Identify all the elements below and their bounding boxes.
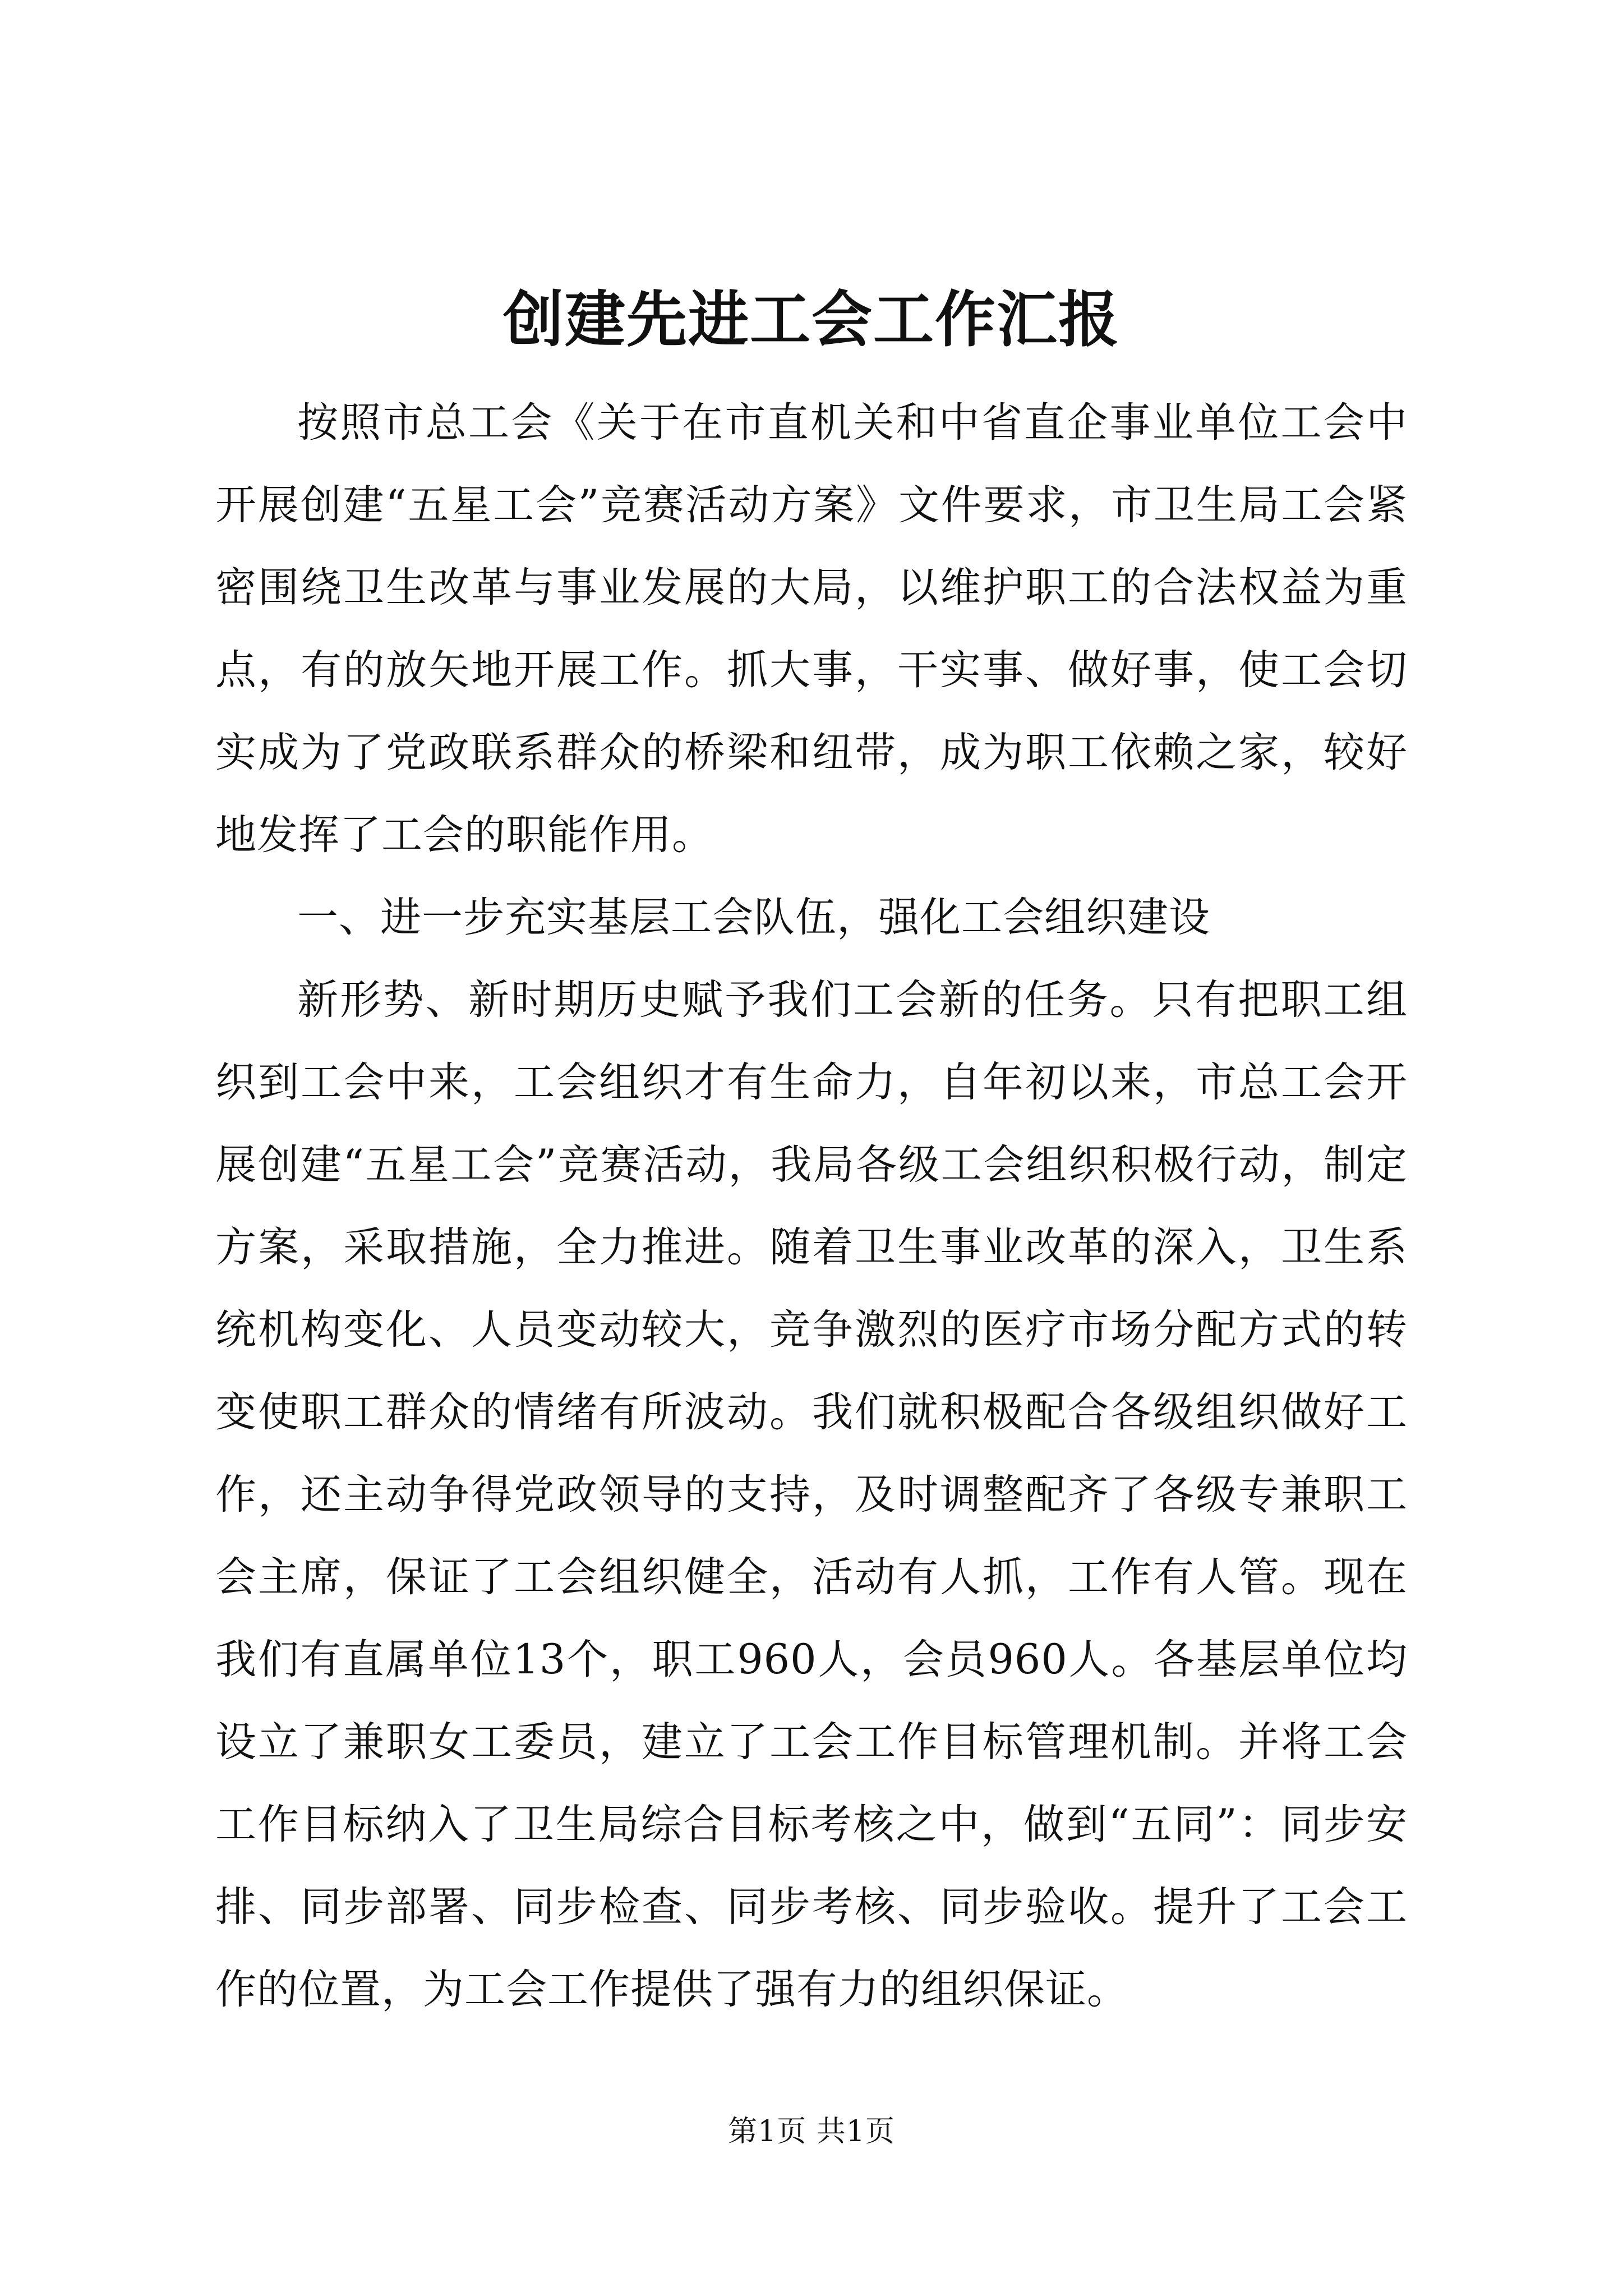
document-title: 创建先进工会工作汇报 <box>502 284 1120 355</box>
section-paragraph: 新形势、新时期历史赋予我们工会新的任务。只有把职工组织到工会中来，工会组织才有生命力，自年初以来，市总工会开展创建“五星工会”竞赛活动，我局各级工会组织积极行动，制定方案，采取措施，全力推进。随着卫生事业改革的深入，卫生系统机构变化、人员变动较大，竞争激烈的医疗市场分配方式的转变使职工群众的情绪有所波动。我们就积极配合各级组织做好工作，还主动争得党政领导的支持，及时调整配齐了各级专兼职工会主席，保证了工会组织健全，活动有人抓，工作有人管。现在我们有直属单位13个，职工960人，会员960人。各基层单位均设立了兼职女工委员，建立了工会工作目标管理机制。并将工会工作目标纳入了卫生局综合目标考核之中，做到“五同”：同步安排、同步部署、同步检查、同步考核、同步验收。提升了工会工作的位置，为工会工作提供了强有力的组织保证。 <box>215 976 1408 2013</box>
intro-paragraph: 按照市总工会《关于在市直机关和中省直企事业单位工会中开展创建“五星工会”竞赛活动方案》文件要求，市卫生局工会紧密围绕卫生改革与事业发展的大局，以维护职工的合法权益为重点，有的放矢地开展工作。抓大事，干实事、做好事，使工会切实成为了党政联系群众的桥梁和纽带，成为职工依赖之家，较好地发挥了工会的职能作用。 <box>215 399 1408 859</box>
section-heading: 一、进一步充实基层工会队伍，强化工会组织建设 <box>297 894 1210 941</box>
document-body <box>215 381 1408 2031</box>
page-footer: 第1页 共1页 <box>728 2115 895 2148</box>
